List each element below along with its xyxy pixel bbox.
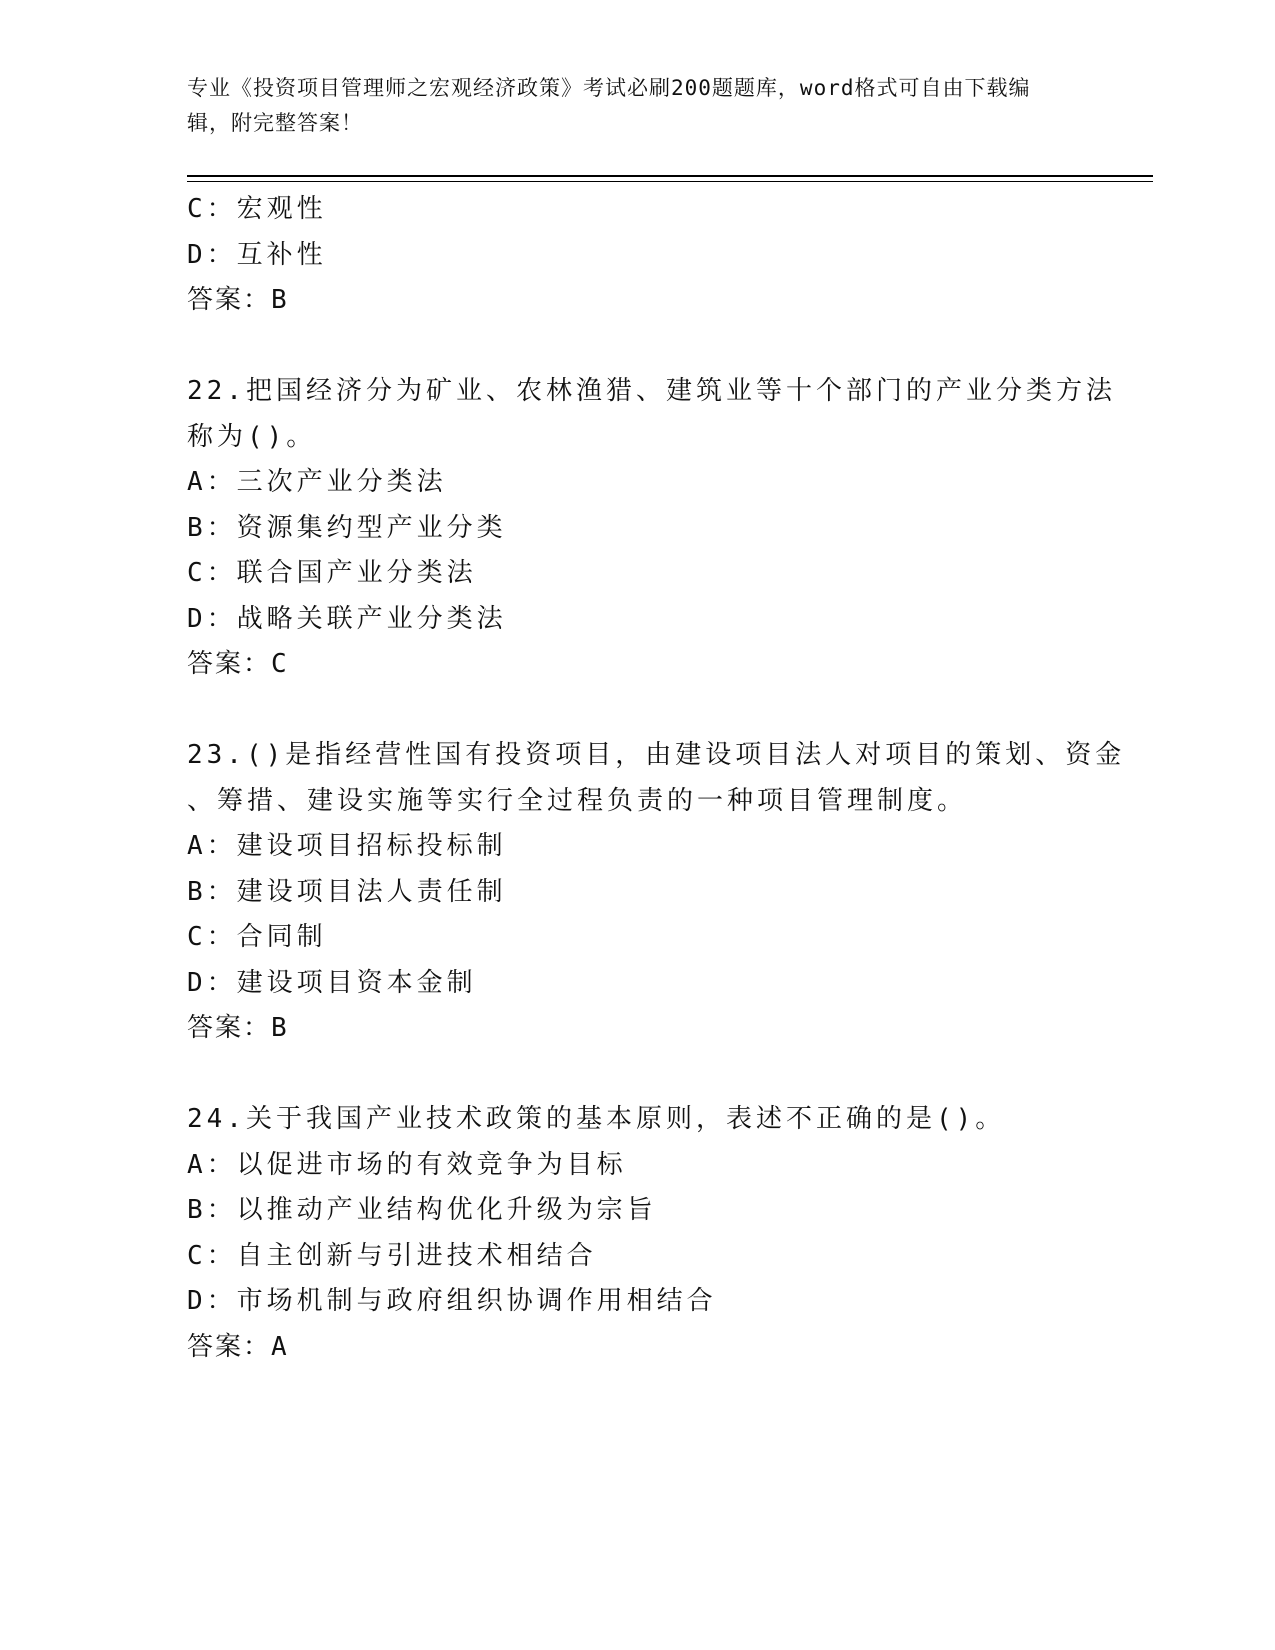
option-c: C：合同制 [187,922,327,952]
answer-line: 答案：A [187,1331,289,1362]
option-d: D：市场机制与政府组织协调作用相结合 [187,1286,717,1316]
option-d: D：互补性 [187,239,327,270]
option-d: D：战略关联产业分类法 [187,603,507,634]
option-d: D：建设项目资本金制 [187,967,477,998]
header-rule-thick [187,175,1153,177]
option-c: C：联合国产业分类法 [187,558,477,588]
option-c: C：宏观性 [187,194,327,224]
question-text: 23.()是指经营性国有投资项目，由建设项目法人对项目的策划、资金 [187,740,1126,770]
question-text: 24.关于我国产业技术政策的基本原则，表述不正确的是()。 [187,1104,1006,1134]
option-b: B：建设项目法人责任制 [187,876,507,907]
answer-line: 答案：B [187,1013,289,1043]
answer-line: 答案：C [187,649,289,679]
question-text-continued: 、筹措、建设实施等实行全过程负责的一种项目管理制度。 [187,785,968,816]
document-header: 专业《投资项目管理师之宏观经济政策》考试必刷200题题库，word格式可自由下载编辑，附完整答案！ [187,76,1031,135]
question-text-continued: 称为()。 [187,421,317,452]
answer-line: 答案：B [187,285,289,315]
question-text: 22.把国经济分为矿业、农林渔猎、建筑业等十个部门的产业分类方法 [187,376,1116,406]
option-a: A：建设项目招标投标制 [187,831,507,861]
option-a: A：以促进市场的有效竞争为目标 [187,1149,627,1180]
option-b: B：资源集约型产业分类 [187,512,507,543]
question-list [187,187,1126,1370]
option-b: B：以推动产业结构优化升级为宗旨 [187,1195,657,1225]
option-a: A：三次产业分类法 [187,467,447,497]
option-c: C：自主创新与引进技术相结合 [187,1240,597,1271]
header-rule-thin [187,181,1153,182]
